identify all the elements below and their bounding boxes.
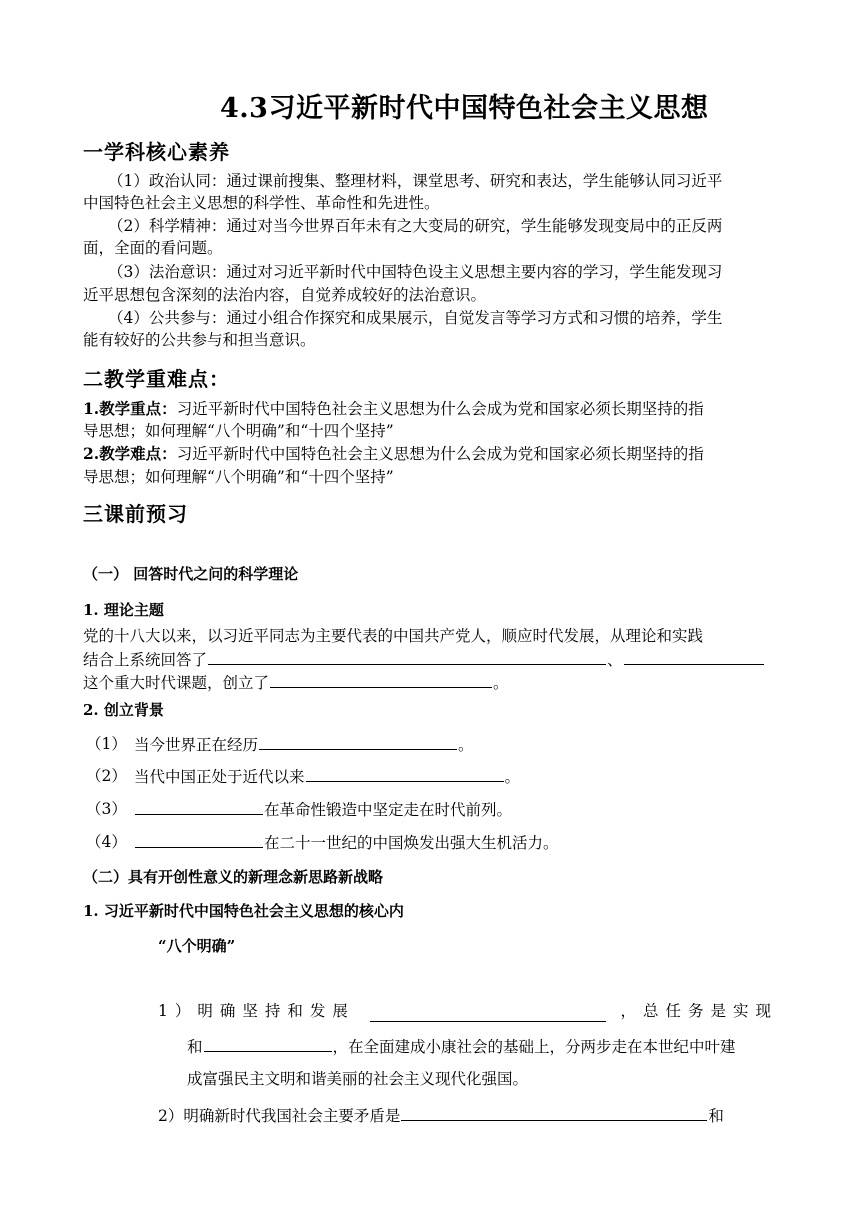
answer-blank[interactable] — [135, 798, 263, 815]
paragraph-line: 成富强民主文明和谐美丽的社会主义现代化强国。 — [187, 1070, 529, 1088]
answer-blank[interactable] — [624, 648, 764, 665]
paragraph-line: 党的十八大以来，以习近平同志为主要代表的中国共产党人，顺应时代发展，从理论和实践 — [83, 627, 704, 645]
paragraph-line: （2）科学精神：通过对当今世界百年未有之大变局的研究，学生能够发现变局中的正反两 — [108, 217, 723, 235]
key-point-text: 习近平新时代中国特色社会主义思想为什么会成为党和国家必须长期坚持的指 — [176, 400, 704, 418]
fill-text: ，总任务是实现 — [620, 1002, 778, 1020]
fill-text: 1）明确坚持和发展 — [158, 1002, 355, 1020]
fill-text: 当代中国正处于近代以来 — [134, 768, 305, 786]
subsection-heading: （二）具有开创性意义的新理念新思路新战略 — [83, 868, 384, 886]
paragraph-line: 中国特色社会主义思想的科学性、革命性和先进性。 — [83, 194, 440, 212]
fill-text: 在革命性锻造中坚定走在时代前列。 — [264, 801, 513, 819]
difficult-point-label: 2.教学难点： — [83, 444, 177, 463]
answer-blank[interactable] — [135, 831, 263, 848]
key-point-label: 1.教学重点： — [83, 399, 177, 418]
section-heading-key-points: 二教学重难点： — [83, 367, 230, 391]
fill-text: 。 — [504, 768, 521, 786]
document-title: 4.3习近平新时代中国特色社会主义思想 — [220, 93, 709, 124]
fill-in-line — [83, 648, 765, 671]
paragraph-line: 面，全面的看问题。 — [83, 239, 223, 257]
fill-text: 2）明确新时代我国社会主要矛盾是 — [158, 1107, 401, 1125]
background-item-number: （3） — [86, 800, 127, 818]
answer-blank[interactable] — [270, 671, 492, 688]
fill-text: 和 — [708, 1107, 724, 1125]
paragraph-line: （1）政治认同：通过课前搜集、整理材料，课堂思考、研究和表达，学生能够认同习近平 — [108, 172, 723, 190]
difficult-point-line: 导思想；如何理解“八个明确”和“十四个坚持” — [83, 468, 394, 486]
fill-in-line — [134, 765, 520, 788]
fill-in-line — [158, 1000, 778, 1022]
fill-text: 。 — [493, 674, 509, 692]
answer-blank[interactable] — [370, 1005, 606, 1022]
fill-text: 、 — [607, 651, 623, 669]
fill-in-line — [158, 1104, 724, 1127]
fill-text: 在二十一世纪的中国焕发出强大生机活力。 — [264, 834, 559, 852]
item-heading: 2. 创立背景 — [83, 701, 164, 719]
fill-in-line — [134, 831, 559, 854]
eight-clarifications-heading: “八个明确” — [158, 937, 236, 955]
key-point-line: 导思想；如何理解“八个明确”和“十四个坚持” — [83, 422, 394, 440]
fill-in-line — [134, 733, 474, 756]
item-heading: 1. 理论主题 — [83, 601, 164, 619]
difficult-point-line — [83, 443, 704, 465]
fill-in-line — [83, 671, 509, 694]
fill-text: 这个重大时代课题，创立了 — [83, 674, 270, 692]
answer-blank[interactable] — [259, 733, 457, 750]
fill-text: 结合上系统回答了 — [83, 651, 208, 669]
answer-blank[interactable] — [204, 1035, 332, 1052]
fill-text: ，在全面建成小康社会的基础上，分两步走在本世纪中叶建 — [332, 1038, 736, 1056]
background-item-number: （2） — [86, 767, 127, 785]
paragraph-line: （4）公共参与：通过小组合作探究和成果展示，自觉发言等学习方式和习惯的培养，学生 — [108, 309, 723, 327]
background-item-number: （1） — [86, 735, 127, 753]
paragraph-line: 近平思想包含深刻的法治内容，自觉养成较好的法治意识。 — [83, 286, 487, 304]
key-point-line — [83, 398, 704, 420]
fill-text: 和 — [187, 1038, 203, 1056]
paragraph-line: 能有较好的公共参与和担当意识。 — [83, 331, 316, 349]
section-heading-preview: 三课前预习 — [83, 502, 188, 526]
fill-in-line — [134, 798, 512, 821]
fill-text: 。 — [458, 736, 474, 754]
fill-in-line — [187, 1035, 736, 1058]
section-heading-core-literacy: 一学科核心素养 — [83, 140, 230, 164]
answer-blank[interactable] — [401, 1104, 707, 1121]
paragraph-line: （3）法治意识：通过对习近平新时代中国特色设主义思想主要内容的学习，学生能发现习 — [108, 263, 723, 281]
subsection-heading: （一） 回答时代之问的科学理论 — [83, 565, 299, 583]
fill-text: 当今世界正在经历 — [134, 736, 259, 754]
item-heading: 1. 习近平新时代中国特色社会主义思想的核心内 — [83, 902, 404, 920]
answer-blank[interactable] — [208, 648, 606, 665]
answer-blank[interactable] — [306, 765, 504, 782]
background-item-number: （4） — [86, 833, 127, 851]
difficult-point-text: 习近平新时代中国特色社会主义思想为什么会成为党和国家必须长期坚持的指 — [176, 445, 704, 463]
